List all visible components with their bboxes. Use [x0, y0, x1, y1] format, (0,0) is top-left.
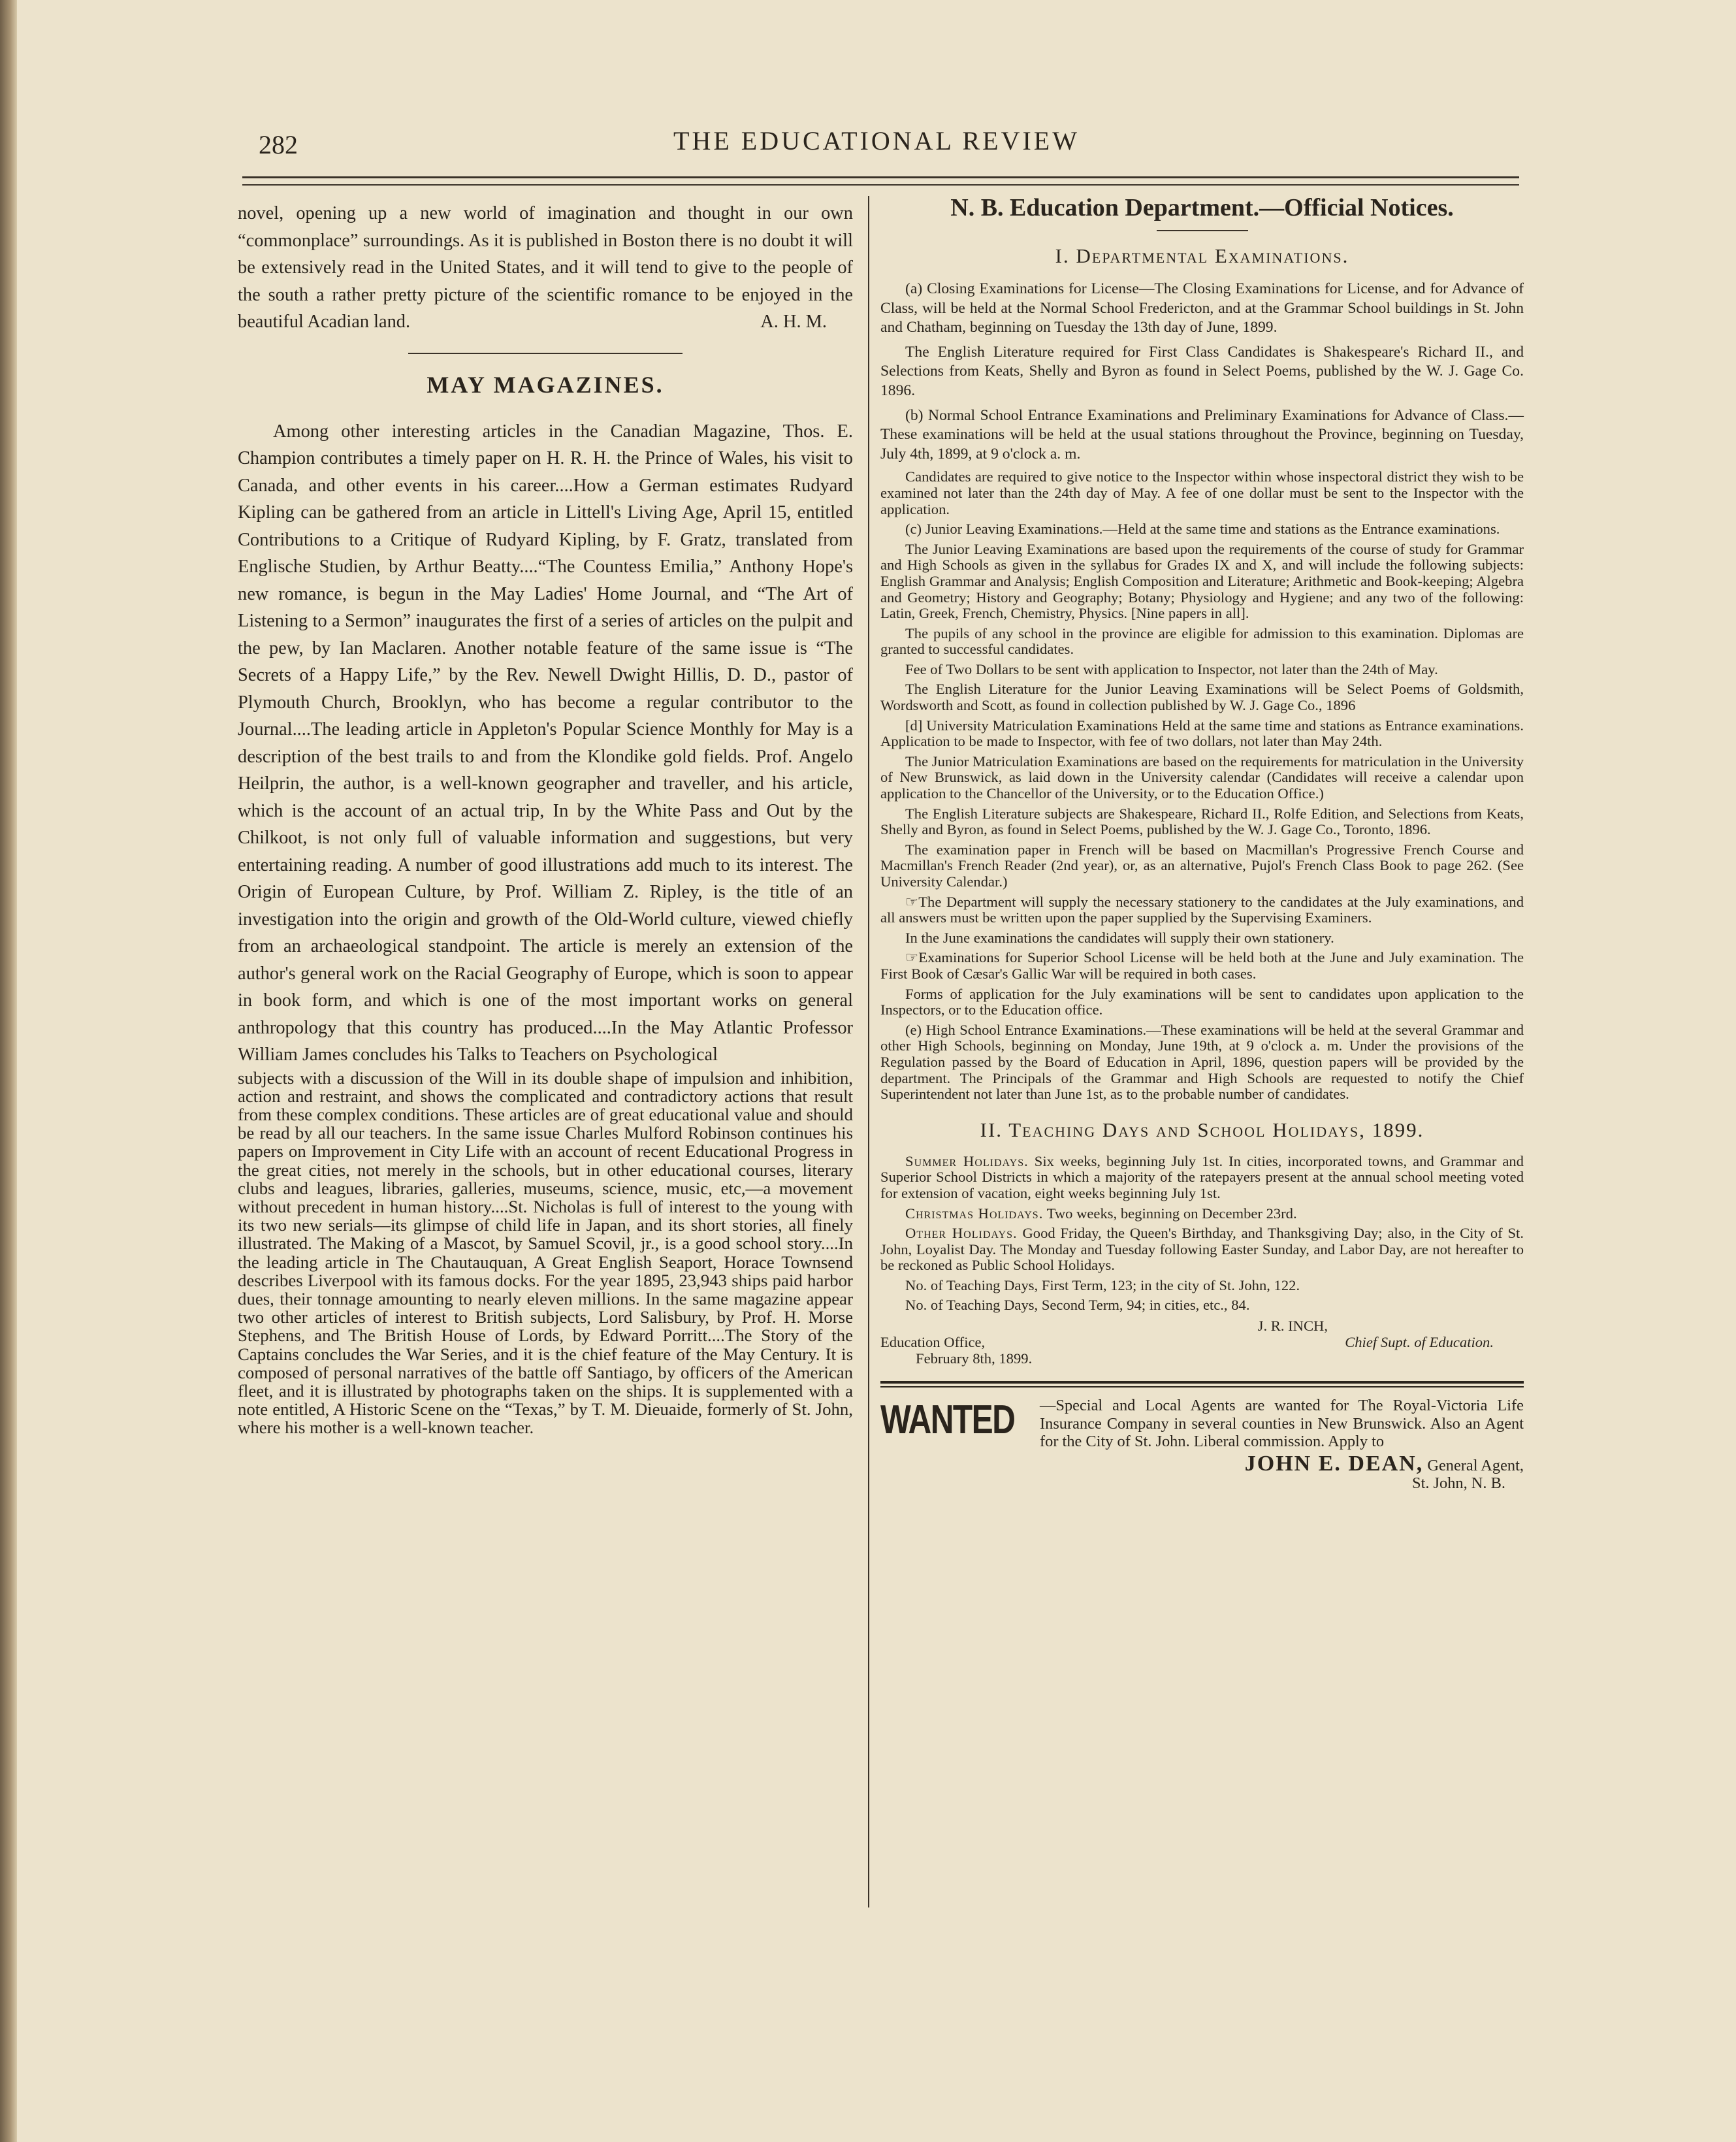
magazines-heading: MAY MAGAZINES. — [426, 371, 664, 398]
signature-block — [880, 1334, 1524, 1350]
advert-agent — [880, 1451, 1524, 1476]
advert-rule-top — [880, 1381, 1524, 1384]
advert-rule-bottom — [880, 1386, 1524, 1387]
notice-date: February 8th, 1899. — [916, 1350, 1033, 1367]
review-paragraph: novel, opening up a new world of imagination and thought in our own “commonplace” surroundings. As it is published in Boston there is no doubt it will be extensively read in the United States, and it will tend to give to the people of the south a rather pretty picture of the scientific romance to be enjoyed in the beautiful Acadian land. — [238, 203, 853, 332]
magazines-paragraph-continued: subjects with a discussion of the Will in its double shape of impulsion and inhibition, action and restraint, and shows the complicated and contradictory actions that result from these complex conditions. These articles are of great educational value and should be read by all our teachers. In the same issue Charles Mulford Robinson continues his papers on Improvement in City Life with an account of recent Educational Progress in the great cities, not merely in the schools, but in other educational courses, literary clubs and leagues, libraries, galleries, museums, science, music, etc,—a movement without precedent in human history....St. Nicholas is full of interest to the young with its two new serials—its glimpse of child life in Japan, and its short stories, all finely illustrated. The Making of a Mascot, by Samuel Scovil, jr., is a good school story....In the leading article in The Chautauquan, A Great English Seaport, Horace Townsend describes Liverpool with its famous docks. For the year 1895, 23,943 ships paid harbor dues, their tonnage amounting to nearly eleven millions. In the same magazine appear two other articles of interest to British subjects, Lord Salisbury, by Prof. H. Morse Stephens, and The British House of Lords, by Edward Porritt....The Story of the Captains concludes the War Series, and it is the chief feature of the May Century. It is composed of personal narratives of the battle off Santiago, by officers of the American fleet, and it is illustrated by photographs taken on the ships. It is supplemented with a note entitled, A Historic Scene on the “Texas,” by T. M. Dieuaide, formerly of St. John, where his mother is a well-known teacher. — [238, 1067, 853, 1438]
review-signature: A. H. M. — [760, 312, 827, 332]
notice-paragraph: Forms of application for the July examinations will be sent to candidates upon application to the Inspectors, or to the Education office. — [880, 985, 1524, 1018]
agent-name: JOHN E. DEAN, — [1244, 1451, 1424, 1476]
holiday-paragraph — [880, 1225, 1524, 1274]
book-spine-edge — [0, 0, 17, 2142]
notice-paragraph: (c) Junior Leaving Examinations.—Held at the same time and stations as the Entrance examinations. — [905, 521, 1500, 538]
agent-place: St. John, N. B. — [1412, 1474, 1505, 1493]
holiday-label: Christmas Holidays. — [905, 1205, 1044, 1222]
notice-paragraph: Candidates are required to give notice to the Inspector within whose inspectoral district they wish to be examined not later than the 24th day of May. A fee of one dollar must be sent to the Inspector with the application. — [880, 468, 1524, 517]
agent-title: General Agent, — [1427, 1456, 1524, 1474]
wanted-advertisement — [880, 1397, 1524, 1493]
notice-paragraph: (e) High School Entrance Examinations.—These examinations will be held at the several Grammar and other High Schools, beginning on Monday, June 19th, at 9 o'clock a. m. Under the provisions of the Regulation passed by the Board of Education in April, 1896, question papers will be provided by the department. The Principals of the Grammar and High Schools are requested to notify the Chief Superintendent not later than June 1st, as to the probable number of candidates. — [880, 1021, 1524, 1103]
header-rule-top — [242, 176, 1519, 178]
signatory-name: J. R. INCH, — [1257, 1318, 1328, 1335]
holiday-text: Two weeks, beginning on December 23rd. — [1046, 1205, 1297, 1222]
magazines-paragraph: Among other interesting articles in the Canadian Magazine, Thos. E. Champion contributes a timely paper on H. R. H. the Prince of Wales, his visit to Canada, and other events in his career....How a German estimates Rudyard Kipling can be gathered from an article in Littell's Living Age, April 15, entitled Contributions to a Critique of Rudyard Kipling, by F. Gratz, translated from Englische Studien, by Arthur Beatty....“The Countess Emilia,” Anthony Hope's new romance, is begun in the May Ladies' Home Journal, and “The Art of Listening to a Sermon” inaugurates the first of a series of articles on the pulpit and the pew, by Ian Maclaren. Another notable feature of the same issue is “The Secrets of a Happy Life,” by the Rev. Newell Dwight Hillis, D. D., pastor of Plymouth Church, Brooklyn, who has become a regular contributor to the Journal....The leading article in Appleton's Popular Science Monthly for May is a description of the best trails to and from the Klondike gold fields. Prof. Angelo Heilprin, the author, is a well-known geographer and traveller, and his article, which is the account of an actual trip, In by the White Pass and Out by the Chilkoot, is not only full of valuable information and suggestions, but very entertaining reading. A number of good illustrations add much to its interest. The Origin of European Culture, by Prof. William Z. Ripley, is the title of an investigation into the origin and growth of the Old-World culture, viewed chiefly from an archaeological standpoint. The article is merely an extension of the author's general work on the Racial Geography of Europe, which is soon to appear in book form, and which is one of the most important works on general anthropology that this country has produced....In the May Atlantic Professor William James concludes his Talks to Teachers on Psychological — [238, 421, 853, 1065]
notice-paragraph: The English Literature for the Junior Leaving Examinations will be Select Poems of Goldsmith, Wordsworth and Scott, as found in collection published by W. J. Gage Co., 1896 — [880, 681, 1524, 714]
section-heading-examinations: I. Departmental Examinations. — [1055, 244, 1349, 267]
journal-title: THE EDUCATIONAL REVIEW — [673, 126, 1080, 155]
notice-paragraph: ☞Examinations for Superior School License will be held both at the June and July examination. The First Book of Cæsar's Gallic War will be required in both cases. — [880, 949, 1524, 982]
left-column — [238, 200, 853, 1437]
notices-title: N. B. Education Department.—Official Notices. — [950, 194, 1454, 221]
notice-paragraph: In the June examinations the candidates will supply their own stationery. — [905, 929, 1334, 946]
advert-text: —Special and Local Agents are wanted for The Royal-Victoria Life Insurance Company in several counties in New Brunswick. Also an Agent for the City of St. John. Liberal commission. Apply to — [1040, 1397, 1524, 1451]
notice-paragraph: [d] University Matriculation Examinations Held at the same time and stations as Entrance examinations. Application to be made to Inspector, with fee of two dollars, not later than May 24th. — [880, 717, 1524, 750]
teaching-days-second: No. of Teaching Days, Second Term, 94; in cities, etc., 84. — [905, 1297, 1250, 1314]
teaching-days-first: No. of Teaching Days, First Term, 123; in the city of St. John, 122. — [905, 1276, 1300, 1293]
column-divider — [868, 196, 869, 1907]
title-rule — [1157, 230, 1248, 231]
notice-paragraph: The Junior Matriculation Examinations are based on the requirements for matriculation in the University of New Brunswick, as laid down in the University calendar (Candidates will receive a calendar upon application to the Chancellor of the University, or to the Education Office.) — [880, 753, 1524, 802]
signatory-title: Chief Supt. of Education. — [1345, 1334, 1494, 1351]
holiday-text: Good Friday, the Queen's Birthday, and Thanksgiving Day; also, in the City of St. John, Loyalist Day. The Monday and Tuesday following Easter Sunday, and Labor Day, are not hereafter to be reckoned as Public School Holidays. — [880, 1225, 1524, 1274]
holiday-label: Other Holidays. — [905, 1225, 1018, 1242]
notice-paragraph: (a) Closing Examinations for License—The Closing Examinations for License, and for Advance of Class, will be held at the Normal School Fredericton, and at the Grammar School buildings in St. John and Chatham, beginning on Tuesday the 13th day of June, 1899. — [880, 280, 1524, 336]
notice-paragraph: ☞The Department will supply the necessary stationery to the candidates at the July examinations, and all answers must be written upon the paper supplied by the Supervising Examiners. — [880, 893, 1524, 926]
notice-paragraph: The pupils of any school in the province are eligible for admission to this examination. Diplomas are granted to successful candidates. — [880, 625, 1524, 658]
holiday-text: Six weeks, beginning July 1st. In cities, incorporated towns, and Grammar and Superior School Districts in which a majority of the ratepayers present at the annual school meeting voted for extension of vacation, eight weeks beginning July 1st. — [880, 1152, 1524, 1201]
section-heading-holidays: II. Teaching Days and School Holidays, 1899. — [980, 1118, 1424, 1141]
notice-paragraph: (b) Normal School Entrance Examinations and Preliminary Examinations for Advance of Class.—These examinations will be held at the usual stations throughout the Province, beginning on Tuesday, July 4th, 1899, at 9 o'clock a. m. — [880, 406, 1524, 462]
notice-paragraph: The Junior Leaving Examinations are based upon the requirements of the course of study for Grammar and High Schools as given in the syllabus for Grades IX and X, and will include the following subjects: English Grammar and Analysis; English Composition and Literature; Arithmetic and Book-keeping; Algebra and Geometry; History and Geography; Botany; Physiology and Hygiene; and any two of the following: Latin, Greek, French, Chemistry, Physics. [Nine papers in all]. — [880, 540, 1524, 622]
notice-paragraph: Fee of Two Dollars to be sent with application to Inspector, not later than the 24th of May. — [905, 660, 1438, 677]
wanted-heading: WANTED — [880, 1397, 1015, 1443]
education-office: Education Office, — [880, 1334, 986, 1351]
section-rule — [408, 353, 683, 354]
holiday-paragraph — [880, 1154, 1524, 1202]
page-number: 282 — [259, 130, 298, 159]
holiday-paragraph — [880, 1206, 1524, 1222]
journal-page — [17, 0, 1736, 2142]
notice-paragraph: The English Literature subjects are Shakespeare, Richard II., Rolfe Edition, and Selections from Keats, Shelly and Byron, as found in Select Poems, published by the W. J. Gage Co., Toronto, 1896. — [880, 805, 1524, 838]
notice-paragraph: The examination paper in French will be based on Macmillan's Progressive French Course and Macmillan's French Reader (2nd year), or, as an alternative, Pujol's French Class Book to page 262. (See University Calendar.) — [880, 841, 1524, 890]
notice-paragraph: The English Literature required for First Class Candidates is Shakespeare's Richard II., and Selections from Keats, Shelly and Byron as found in Select Poems, published by the W. J. Gage Co. 1896. — [880, 343, 1524, 399]
header-rule-bottom — [242, 184, 1519, 186]
page-header — [17, 123, 1736, 169]
right-column — [880, 193, 1524, 1493]
holiday-label: Summer Holidays. — [905, 1152, 1029, 1169]
